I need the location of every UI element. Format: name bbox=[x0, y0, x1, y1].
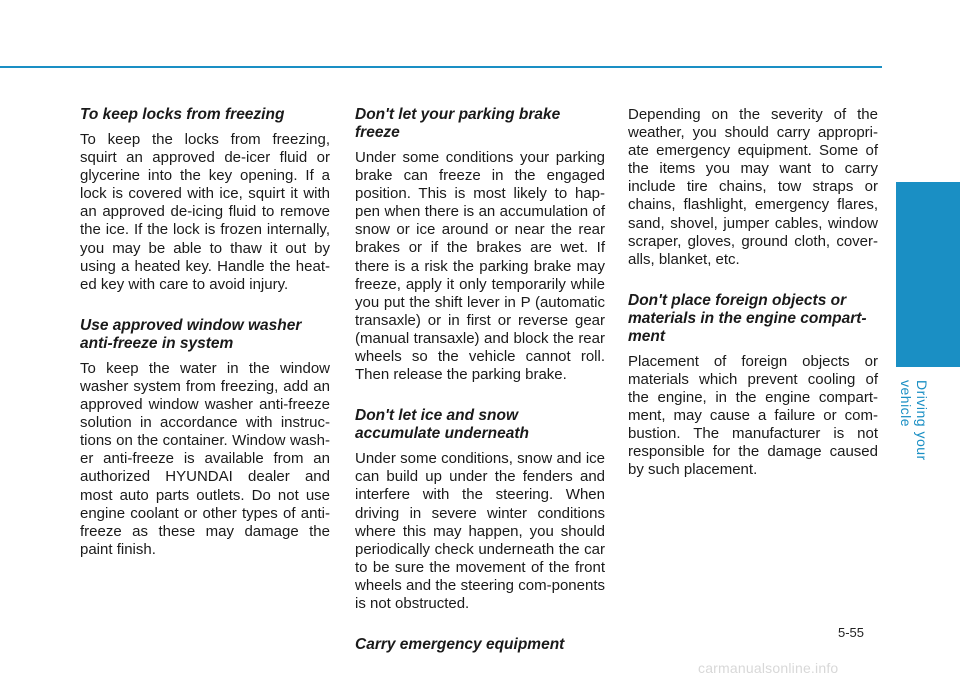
column-3 bbox=[628, 106, 878, 480]
column-2 bbox=[355, 106, 605, 661]
section-title: Don't let your parking brake freeze bbox=[355, 106, 561, 141]
section-emergency-equipment bbox=[355, 636, 605, 654]
chapter-label: Driving your vehicle bbox=[898, 380, 930, 461]
section-washer-antifreeze bbox=[80, 317, 330, 559]
section-foreign-objects bbox=[628, 292, 878, 480]
page-number: 5-55 bbox=[838, 625, 865, 640]
section-body: Placement of foreign objects or materials which prevent cooling of the engine, in the engine compart-ment, may cause a failure or com-bustion. The manufacturer is not responsible for the damage caused by such placement. bbox=[628, 352, 878, 479]
section-title: Don't let ice and snow accumulate underneath bbox=[355, 407, 529, 443]
section-body: To keep the locks from freezing, squirt an approved de-icer fluid or glycerine into the key opening. If a lock is covered with ice, squirt it with an approved de-icing fluid to remove the ice. If the lock is frozen internally, you may be able to thaw it out by using a heated key. Handle the heat-ed key with care to avoid injury. bbox=[80, 131, 330, 293]
chapter-tab bbox=[896, 182, 960, 367]
section-body: To keep the water in the window washer system from freezing, add an approved window washer anti-freeze solution in accordance with instruc-tions on the container. Window wash-er anti-freeze is available from an authorized HYUNDAI dealer and most auto parts outlets. Do not use engine coolant or other types of anti-freeze as these may damage the paint finish. bbox=[80, 359, 330, 558]
section-emergency-equipment-body bbox=[628, 106, 878, 269]
section-ice-snow bbox=[355, 407, 605, 613]
watermark: carmanualsonline.info bbox=[698, 660, 839, 676]
section-title: Don't place foreign objects or materials in the engine compart-ment bbox=[628, 291, 867, 345]
section-parking-brake bbox=[355, 106, 605, 384]
section-locks-freezing bbox=[80, 106, 330, 294]
section-body: Under some conditions your parking brake can freeze in the engaged position. This is most likely to hap-pen when there is an accumulation of snow or ice around or near the rear brakes or if the brakes are wet. If there is a risk the parking brake may freeze, apply it only temporarily while you put the shift lever in P (automatic transaxle) or in first or reverse gear (manual transaxle) and block the rear wheels so the vehicle cannot roll. Then release the parking brake. bbox=[355, 149, 605, 384]
header-rule bbox=[0, 66, 882, 68]
section-title: Carry emergency equipment bbox=[355, 636, 565, 654]
column-1 bbox=[80, 106, 330, 559]
section-title: To keep locks from freezing bbox=[80, 106, 285, 123]
section-body: Under some conditions, snow and ice can build up under the fenders and interfere with the steering. When driving in severe winter conditions where this may happen, you should periodically check underneath the car to be sure the movement of the front wheels and the steering com-ponents is not obstructed. bbox=[355, 450, 605, 612]
section-title: Use approved window washer anti-freeze in system bbox=[80, 316, 302, 352]
section-body: Depending on the severity of the weather, you should carry appropri-ate emergency equipment. Some of the items you may want to carry include tire chains, tow straps or chains, flashlight, emergency flares, sand, shovel, jumper cables, window scraper, gloves, ground cloth, cover-alls, blanket, etc. bbox=[628, 106, 878, 268]
